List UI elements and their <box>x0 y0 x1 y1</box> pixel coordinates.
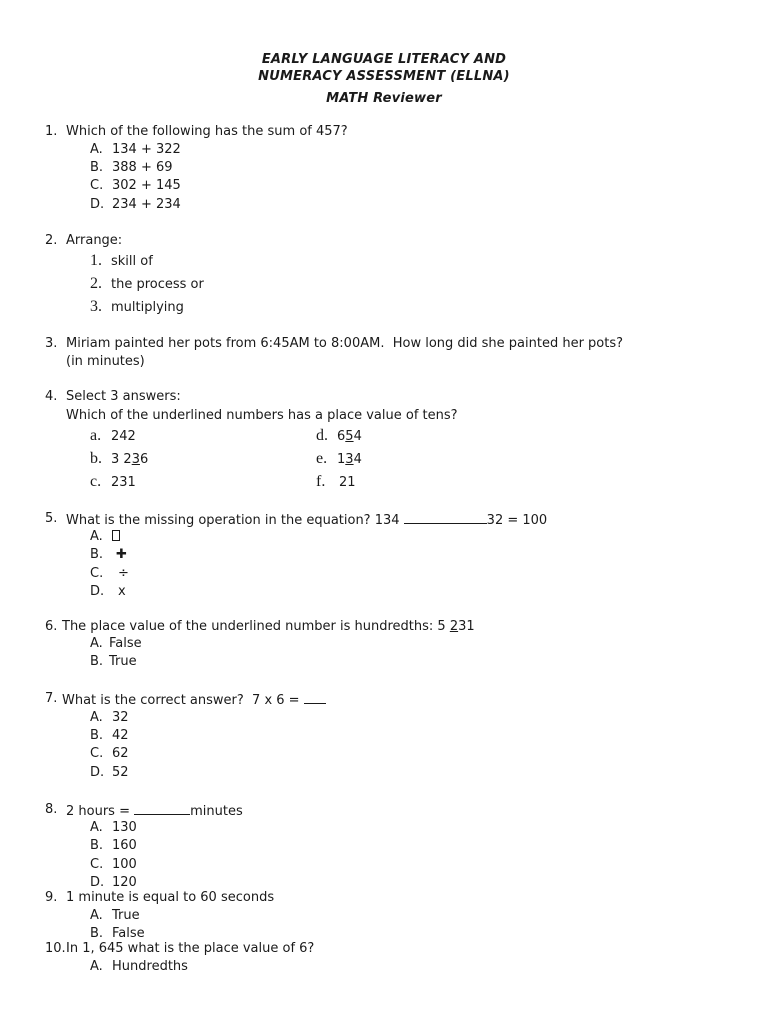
underlined-digit: 3 <box>345 452 354 467</box>
question-text: In 1, 645 what is the place value of 6? <box>66 941 315 956</box>
option-text: 134 + 322 <box>112 142 181 157</box>
option-letter: A. <box>90 142 103 157</box>
option-text: False <box>112 926 145 941</box>
question-text: Arrange: <box>66 233 123 248</box>
option-text: True <box>109 654 137 669</box>
option-text: 100 <box>112 857 137 872</box>
answer-blank <box>304 691 326 704</box>
underlined-digit: 3 <box>131 452 140 467</box>
question-number: 2. <box>45 233 58 248</box>
underlined-digit: 5 <box>345 429 354 444</box>
option-letter: B. <box>90 926 104 941</box>
question-number: 5. <box>45 511 58 526</box>
title-line-1: EARLY LANGUAGE LITERACY AND <box>261 52 507 67</box>
option-letter: A. <box>90 908 103 923</box>
option-text: 52 <box>112 765 129 780</box>
title-line-2: NUMERACY ASSESSMENT (ELLNA) <box>258 69 510 84</box>
option-letter: c. <box>90 473 102 490</box>
question-text: 2 hours = minutes <box>66 804 243 819</box>
option-letter: B. <box>90 838 104 853</box>
answer-blank <box>134 802 190 815</box>
question-number: 10. <box>45 941 66 956</box>
subtitle: MATH Reviewer <box>326 91 442 106</box>
option-text: 654 <box>337 429 362 444</box>
question-text: The place value of the underlined number is hundredths: 5 231 <box>62 619 475 634</box>
option-text <box>112 529 120 545</box>
option-letter: B. <box>90 654 104 669</box>
option-text: 134 <box>337 452 362 467</box>
option-text: Hundredths <box>112 959 188 974</box>
question-text: What is the correct answer? 7 x 6 = <box>62 691 326 709</box>
option-letter: C. <box>90 178 104 193</box>
option-text: True <box>112 908 140 923</box>
question-text-line-2: Which of the underlined numbers has a place value of tens? <box>66 408 458 423</box>
list-item-number: 3. <box>90 298 102 315</box>
option-text: 42 <box>112 728 129 743</box>
question-number: 7. <box>45 691 58 706</box>
option-text: 32 <box>112 710 129 725</box>
option-letter: D. <box>90 197 105 212</box>
division-sign: ÷ <box>118 566 129 581</box>
list-item-number: 1. <box>90 252 102 269</box>
option-letter: B. <box>90 160 104 175</box>
list-item-text: multiplying <box>111 300 184 315</box>
option-letter: f. <box>316 473 326 490</box>
question-text: Miriam painted her pots from 6:45AM to 8:00AM. How long did she painted her pots? <box>66 336 624 351</box>
list-item-number: 2. <box>90 275 102 292</box>
option-letter: B. <box>90 728 104 743</box>
option-letter: b. <box>90 450 102 467</box>
answer-blank <box>404 511 487 524</box>
option-letter: a. <box>90 427 102 444</box>
option-text: 302 + 145 <box>112 178 181 193</box>
option-text: 21 <box>339 475 356 490</box>
option-letter: d. <box>316 427 328 444</box>
option-letter: A. <box>90 710 103 725</box>
list-item-text: the process or <box>111 277 204 292</box>
option-text: 3 236 <box>111 452 149 467</box>
question-number: 4. <box>45 389 58 404</box>
option-letter: C. <box>90 746 104 761</box>
option-letter: e. <box>316 450 328 467</box>
option-text: False <box>109 636 142 651</box>
question-number: 3. <box>45 336 58 351</box>
option-text: 130 <box>112 820 137 835</box>
question-text: 1 minute is equal to 60 seconds <box>66 890 275 905</box>
option-letter: B. <box>90 547 104 562</box>
underlined-digit: 2 <box>449 619 459 634</box>
option-text: 242 <box>111 429 136 444</box>
question-number: 1. <box>45 124 58 139</box>
multiplication-sign: x <box>118 584 126 599</box>
option-letter: C. <box>90 566 104 581</box>
plus-sign: ✚ <box>116 547 127 562</box>
option-text: 62 <box>112 746 129 761</box>
option-letter: A. <box>90 820 103 835</box>
question-text: Select 3 answers: <box>66 389 181 404</box>
option-letter: A. <box>90 529 103 544</box>
option-letter: D. <box>90 875 105 890</box>
question-text-line-2: (in minutes) <box>66 354 145 369</box>
option-letter: A. <box>90 636 103 651</box>
question-text: What is the missing operation in the equation? 134 32 = 100 <box>66 513 548 528</box>
question-number: 6. <box>45 619 58 634</box>
option-text: 234 + 234 <box>112 197 181 212</box>
option-text: 160 <box>112 838 137 853</box>
option-text: 388 + 69 <box>112 160 173 175</box>
option-text: 120 <box>112 875 137 890</box>
option-letter: C. <box>90 857 104 872</box>
question-number: 9. <box>45 890 58 905</box>
option-letter: D. <box>90 765 105 780</box>
question-number: 8. <box>45 802 58 817</box>
missing-glyph-box <box>112 530 120 541</box>
option-letter: D. <box>90 584 105 599</box>
option-letter: A. <box>90 959 103 974</box>
question-text: Which of the following has the sum of 457? <box>66 124 348 139</box>
list-item-text: skill of <box>111 254 153 269</box>
option-text: 231 <box>111 475 136 490</box>
